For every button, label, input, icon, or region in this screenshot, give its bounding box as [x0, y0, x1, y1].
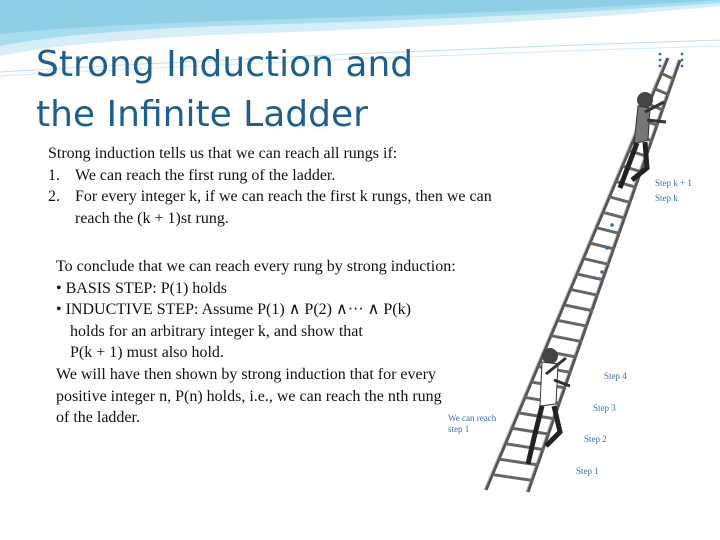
title-line-2: the Infinite Ladder: [36, 94, 368, 135]
conclusion-block: [56, 256, 456, 429]
ladder-rung: [512, 428, 550, 434]
ladder-rung: [564, 305, 593, 311]
condition-number: 2.: [48, 188, 60, 205]
ladder-rung: [610, 197, 632, 203]
label-step-k-plus-1: Step k + 1: [655, 178, 692, 188]
inductive-step-line-1: • INDUCTIVE STEP: Assume P(1) ∧ P(2) ∧··· ∧ P(k): [56, 301, 411, 319]
label-step-1: Step 1: [576, 466, 599, 476]
ladder-rung: [597, 228, 621, 234]
ladder-rung: [584, 259, 610, 265]
ladder-rung: [590, 243, 615, 249]
ladder-rung: [506, 444, 545, 450]
conclusion-lead: To conclude that we can reach every rung by strong induction:: [56, 258, 456, 275]
ladder-rung: [558, 320, 588, 326]
ladder-rung: [551, 336, 582, 342]
basis-step: • BASIS STEP: P(1) holds: [56, 279, 227, 297]
label-reach-line-1: We can reach: [448, 413, 497, 423]
page-title: [36, 40, 413, 140]
ladder-rung: [571, 289, 599, 295]
ladder-rung: [499, 459, 539, 465]
ladder-rung: [493, 475, 534, 481]
label-reach-line-2: step 1: [448, 424, 470, 434]
condition-number: 1.: [48, 166, 60, 184]
label-step-3: Step 3: [593, 403, 616, 413]
ladder-illustration: [442, 40, 704, 500]
label-step-k: Step k: [655, 193, 678, 203]
intro-text: Strong induction tells us that we can reach all rungs if:: [48, 145, 398, 162]
condition-text: For every integer k, if we can reach the first k rungs, then we can reach the (k + 1)st rung.: [75, 188, 492, 227]
title-line-1: Strong Induction and: [36, 44, 414, 85]
lower-climber-figure: [528, 348, 570, 464]
label-step-4: Step 4: [604, 371, 627, 381]
label-step-2: Step 2: [584, 434, 607, 444]
condition-text: We can reach the first rung of the ladder.: [75, 166, 336, 184]
inductive-step-line-3: P(k + 1) must also hold.: [70, 344, 224, 362]
final-statement: We will have then shown by strong induction that for every positive integer n, P(n) holds, i.e., we can reach the nth rung of the ladder.: [56, 365, 442, 427]
inductive-step-line-2: holds for an arbitrary integer k, and show that: [70, 322, 363, 340]
ladder-rung: [577, 274, 604, 280]
upper-climber-figure: [620, 92, 666, 188]
ladder-rung: [603, 212, 626, 218]
